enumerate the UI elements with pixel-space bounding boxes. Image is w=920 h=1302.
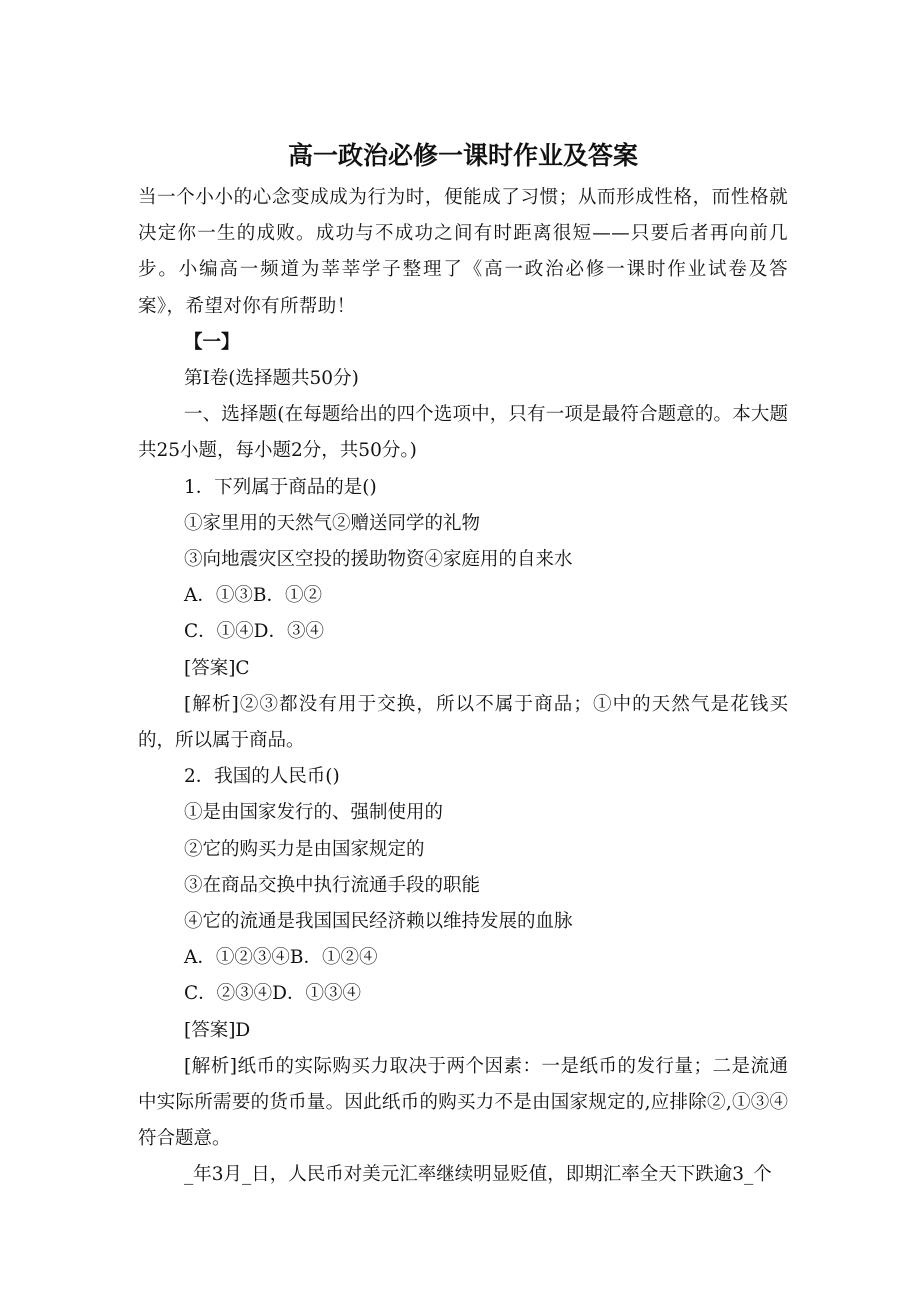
option-line: ④它的流通是我国国民经济赖以维持发展的血脉 — [184, 911, 573, 933]
option-line: ②它的购买力是由国家规定的 — [184, 838, 425, 860]
question-2 — [138, 759, 788, 1157]
document-page — [138, 136, 788, 1194]
option-line: ③向地震灾区空投的援助物资④家庭用的自来水 — [184, 549, 573, 571]
question-stem: 2．我国的人民币() — [184, 766, 340, 788]
question-1 — [138, 470, 788, 760]
option-line: ③在商品交换中执行流通手段的职能 — [184, 874, 481, 896]
instructions-paragraph: 一、选择题(在每题给出的四个选项中，只有一项是最符合题意的。本大题共25小题，每小题2分，共50分。) — [138, 404, 788, 462]
answer-line: [答案]D — [184, 1019, 251, 1041]
choices-line: A．①②③④B．①②④ — [184, 947, 378, 969]
option-line: ①是由国家发行的、强制使用的 — [184, 802, 444, 824]
document-title: 高一政治必修一课时作业及答案 — [287, 141, 638, 170]
analysis-paragraph: [解析]②③都没有用于交换，所以不属于商品；①中的天然气是花钱买的，所以属于商品。 — [138, 693, 788, 752]
choices-line: C．①④D．③④ — [184, 621, 324, 643]
choices-line: A．①③B．①② — [184, 585, 322, 607]
question-stem: 1．下列属于商品的是() — [184, 476, 377, 498]
intro-paragraph: 当一个小小的心念变成成为行为时，便能成了习惯；从而形成性格，而性格就决定你一生的成败。成功与不成功之间有时距离很短——只要后者再向前几步。小编高一频道为莘莘学子整理了《高一政治必修一课时作业试卷及答案》，希望对你有所帮助！ — [138, 187, 788, 317]
question-3-partial: _年3月_日，人民币对美元汇率继续明显贬值，即期汇率全天下跌逾3_个 — [184, 1164, 772, 1186]
option-line: ①家里用的天然气②赠送同学的礼物 — [184, 512, 481, 534]
analysis-paragraph: [解析]纸币的实际购买力取决于两个因素：一是纸币的发行量；二是流通中实际所需要的货币量。因此纸币的购买力不是由国家规定的,应排除②,①③④符合题意。 — [138, 1055, 788, 1150]
exam-part-label: 第Ⅰ卷(选择题共50分) — [184, 368, 359, 390]
choices-line: C．②③④D．①③④ — [184, 983, 361, 1005]
section-heading: 【一】 — [184, 331, 240, 353]
answer-line: [答案]C — [184, 657, 250, 679]
